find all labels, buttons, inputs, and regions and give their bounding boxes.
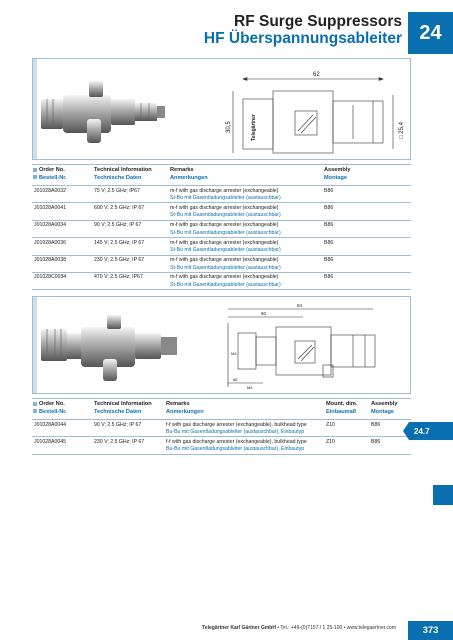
- col-tech-de: Technische Daten: [94, 408, 142, 415]
- cell-assembly: B86: [324, 204, 334, 211]
- col-tech-de: Technische Daten: [94, 174, 142, 181]
- col-mount: [326, 401, 357, 417]
- dim-m4-b: M4: [247, 385, 253, 390]
- cell-tech: 145 V; 2.5 GHz; IP 67: [94, 239, 145, 246]
- col-assembly-de: Montage: [324, 174, 347, 181]
- cell-order: J01028A0034: [34, 222, 67, 229]
- dim-width: □ 25,4: [399, 122, 405, 139]
- col-remarks: [166, 401, 204, 417]
- technical-drawing-2: [228, 309, 375, 387]
- cell-tech: 90 V; 2.5 GHz; IP 67: [94, 222, 142, 229]
- col-assembly: [324, 167, 350, 183]
- cell-order: J01028A0036: [34, 239, 67, 246]
- cell-remarks: [170, 240, 281, 255]
- product-table-1: [32, 164, 411, 290]
- cell-assembly: B86: [324, 187, 334, 194]
- col-order: [39, 401, 67, 417]
- footer-company: Telegärtner Karl Gärtner GmbH: [202, 625, 276, 631]
- product-photo-1: [41, 81, 165, 143]
- table-row: [32, 203, 411, 220]
- col-assembly-en: Assembly: [324, 167, 351, 173]
- col-assembly: [371, 401, 397, 417]
- cell-tech: 230 V; 2.5 GHz; IP 67: [94, 438, 145, 445]
- remark-en: m-f with gas discharge arrester (exchangeable): [170, 187, 279, 194]
- remark-en: f-f with gas discharge arrester (exchangeable), bulkhead type: [166, 438, 307, 445]
- chapter-tab: 24: [408, 12, 453, 54]
- cell-mount: Z10: [326, 438, 335, 445]
- col-tech-en: Technical Information: [94, 401, 152, 407]
- technical-drawing-1: [233, 78, 393, 154]
- cell-assembly: B86: [324, 222, 334, 229]
- cell-order: J01028A0038: [34, 257, 67, 264]
- product-figure-1: [32, 58, 411, 160]
- remark-de: St-Bu mit Gasentladungsableiter (austauschbar): [170, 195, 281, 202]
- col-mount-en: Mount. dim.: [326, 401, 358, 407]
- table-row: [32, 437, 411, 454]
- cell-order: J01028C0034: [34, 274, 67, 281]
- remark-en: m-f with gas discharge arrester (exchangeable): [170, 239, 279, 246]
- col-order-de: Bestell-Nr.: [39, 174, 67, 181]
- cell-order: J01028A0041: [34, 204, 67, 211]
- cell-assembly: B86: [371, 421, 381, 428]
- product-table-2: [32, 398, 411, 455]
- col-tech: [94, 401, 152, 417]
- product-figure-2-svg: [33, 297, 411, 394]
- col-assembly-de: Montage: [371, 408, 394, 415]
- remark-en: m-f with gas discharge arrester (exchangeable): [170, 204, 279, 211]
- product-photo-2: [41, 315, 177, 381]
- dim-60: 60: [261, 311, 267, 316]
- cell-tech: 230 V; 2.5 GHz; IP 67: [94, 257, 145, 264]
- cell-tech: 75 V; 2.5 GHz; IP67: [94, 187, 140, 194]
- remark-de: St-Bu mit Gasentladungsableiter (austauschbar): [170, 229, 281, 236]
- col-order-en: Order No.: [39, 167, 65, 173]
- table-row: [32, 238, 411, 255]
- cell-assembly: B86: [324, 257, 334, 264]
- col-assembly-en: Assembly: [371, 401, 398, 407]
- remark-en: m-f with gas discharge arrester (exchangeable): [170, 257, 279, 264]
- page-number: 373: [408, 621, 453, 640]
- cell-remarks: [170, 222, 281, 237]
- table-header: [32, 165, 411, 186]
- table-header: [32, 399, 411, 420]
- cell-mount: Z10: [326, 421, 335, 428]
- cell-remarks: [166, 422, 307, 437]
- dim-68: 68: [233, 377, 238, 382]
- cell-tech: 470 V; 2.5 GHz; IP67: [94, 274, 143, 281]
- bullet-markers: [33, 168, 38, 182]
- col-tech: [94, 167, 152, 183]
- col-mount-de: Einbaumaß: [326, 408, 357, 415]
- footer-contact: [202, 625, 396, 631]
- col-tech-en: Technical Information: [94, 167, 152, 173]
- dim-height: 30,5: [226, 121, 232, 133]
- brand-label-1: Telegärtner: [251, 114, 257, 141]
- cell-remarks: [170, 188, 281, 203]
- remark-de: St-Bu mit Gasentladungsableiter (austauschbar): [170, 212, 281, 219]
- cell-remarks: [166, 439, 307, 454]
- col-order-en: Order No.: [39, 401, 65, 407]
- dim-length: 62: [313, 72, 320, 78]
- cell-tech: 90 V; 2.5 GHz; IP 67: [94, 421, 142, 428]
- page-footer: [0, 614, 453, 640]
- col-remarks-en: Remarks: [170, 167, 194, 173]
- cell-order: J01028A0045: [34, 438, 67, 445]
- cell-order: J01028A0044: [34, 421, 67, 428]
- col-order: [39, 167, 67, 183]
- col-remarks-en: Remarks: [166, 401, 190, 407]
- cell-assembly: B86: [324, 239, 334, 246]
- table-row: [32, 273, 411, 290]
- col-remarks-de: Anmerkungen: [170, 174, 208, 181]
- col-order-de: Bestell-Nr.: [39, 408, 67, 415]
- table-row: [32, 420, 411, 437]
- cell-remarks: [170, 257, 281, 272]
- cell-tech: 600 V; 2.5 GHz; IP 67: [94, 204, 145, 211]
- remark-de: Bu-Bu mit Gasentladungsableiter (austauschbar), Einbautyp: [166, 429, 305, 436]
- remark-en: m-f with gas discharge arrester (exchangeable): [170, 274, 279, 281]
- remark-de: St-Bu mit Gasentladungsableiter (austauschbar): [170, 264, 281, 271]
- cell-assembly: B86: [371, 438, 381, 445]
- footer-contact-details: • Tel.: +49-(0)7157 / 1 25-100 • www.telegaertner.com: [277, 625, 396, 631]
- table-row: [32, 186, 411, 203]
- product-figure-1-svg: [33, 59, 411, 160]
- cell-remarks: [170, 205, 281, 220]
- remark-de: St-Bu mit Gasentladungsableiter (austauschbar): [170, 281, 281, 288]
- table-row: [32, 256, 411, 273]
- side-index-marker: [433, 485, 453, 505]
- section-badge: 24.7: [409, 422, 453, 440]
- cell-assembly: B86: [324, 274, 334, 281]
- col-remarks-de: Anmerkungen: [166, 408, 204, 415]
- bullet-markers: [33, 402, 38, 416]
- remark-de: Bu-Bu mit Gasentladungsableiter (austauschbar), Einbautyp: [166, 446, 305, 453]
- page-title-de: HF Überspannungsableiter: [203, 30, 402, 47]
- dim-m4-a: M4: [231, 351, 237, 356]
- product-figure-2: [32, 296, 411, 394]
- col-remarks: [170, 167, 208, 183]
- cell-remarks: [170, 274, 281, 289]
- page-title-en: RF Surge Suppressors: [234, 13, 402, 30]
- remark-en: f-f with gas discharge arrester (exchangeable), bulkhead type: [166, 421, 307, 428]
- remark-de: St-Bu mit Gasentladungsableiter (austauschbar): [170, 247, 281, 254]
- remark-en: m-f with gas discharge arrester (exchangeable): [170, 222, 279, 229]
- cell-order: J01028A0032: [34, 187, 67, 194]
- table-row: [32, 221, 411, 238]
- dim-84: 84: [297, 303, 303, 308]
